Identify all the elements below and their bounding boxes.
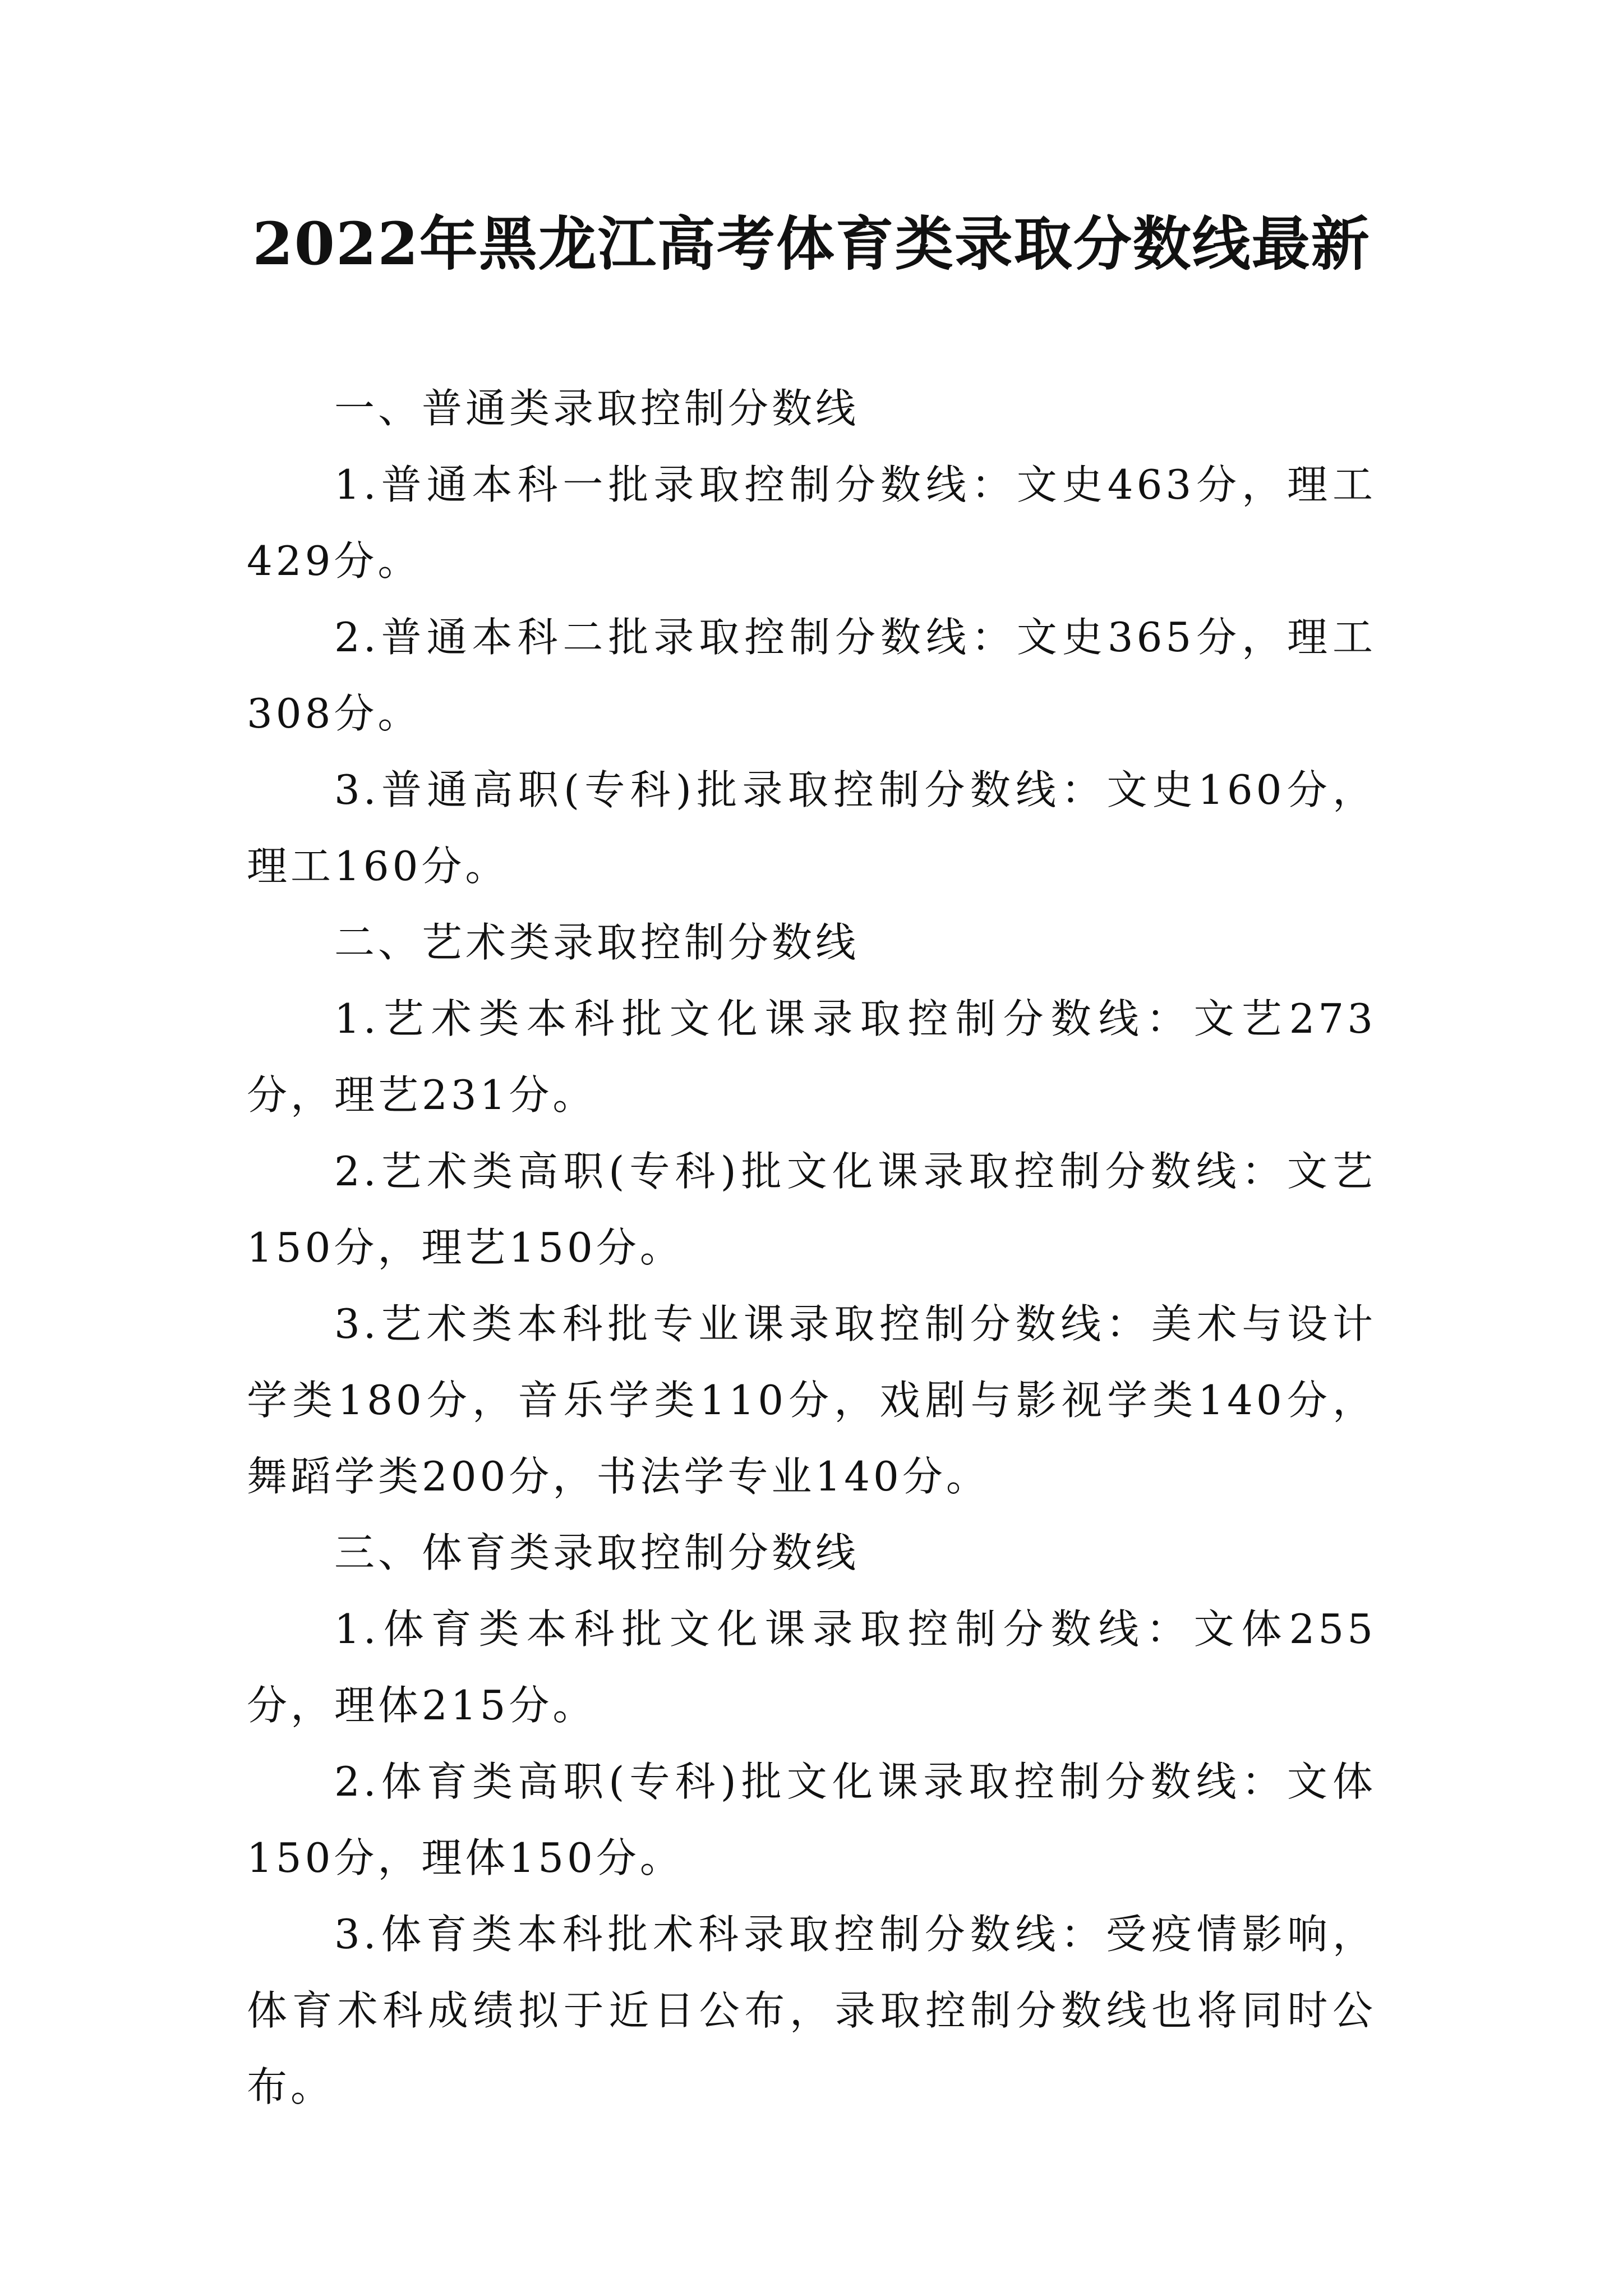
paragraph-general-batch1: 1.普通本科一批录取控制分数线：文史463分，理工429分。: [247, 461, 1376, 585]
paragraph-arts-undergrad-major: 3.艺术类本科批专业课录取控制分数线：美术与设计学类180分，音乐学类110分，戏剧与影视学类140分，舞蹈学类200分，书法学专业140分。: [247, 1300, 1376, 1500]
document-body: [247, 370, 1376, 2125]
paragraph-general-batch2: 2.普通本科二批录取控制分数线：文史365分，理工308分。: [247, 614, 1376, 737]
paragraph-general-vocational: 3.普通高职(专科)批录取控制分数线：文史160分，理工160分。: [247, 766, 1376, 890]
paragraph-arts-undergrad-culture: 1.艺术类本科批文化课录取控制分数线：文艺273分，理艺231分。: [247, 995, 1376, 1119]
section-heading-arts: 二、艺术类录取控制分数线: [334, 919, 860, 966]
paragraph-sports-undergrad-culture: 1.体育类本科批文化课录取控制分数线：文体255分，理体215分。: [247, 1605, 1376, 1729]
paragraph-arts-vocational-culture: 2.艺术类高职(专科)批文化课录取控制分数线：文艺150分，理艺150分。: [247, 1148, 1376, 1271]
paragraph-sports-undergrad-skill: 3.体育类本科批术科录取控制分数线：受疫情影响，体育术科成绩拟于近日公布，录取控制分数线也将同时公布。: [247, 1911, 1376, 2110]
paragraph-sports-vocational-culture: 2.体育类高职(专科)批文化课录取控制分数线：文体150分，理体150分。: [247, 1758, 1376, 1881]
section-heading-general: 一、普通类录取控制分数线: [334, 385, 860, 432]
section-heading-sports: 三、体育类录取控制分数线: [334, 1529, 860, 1576]
document-title: 2022年黑龙江高考体育类录取分数线最新: [252, 209, 1371, 278]
